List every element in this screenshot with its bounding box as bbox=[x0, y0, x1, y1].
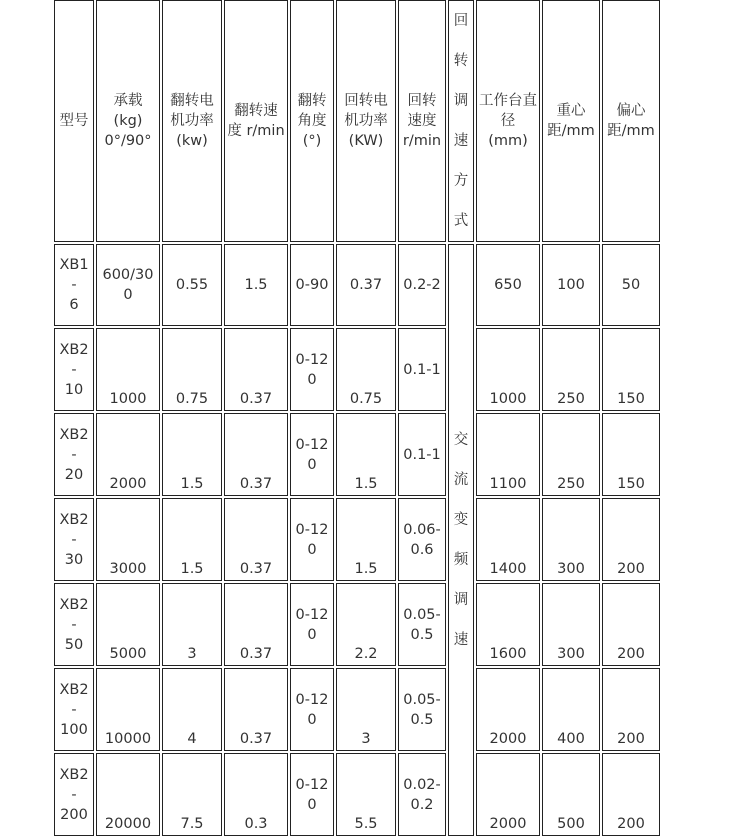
table-row bbox=[54, 668, 660, 751]
cell-rot-speed: 0.02- 0.2 bbox=[398, 753, 446, 836]
table-row bbox=[54, 244, 660, 326]
cell-tilt-power: 1.5 bbox=[162, 413, 222, 496]
cell-tilt-speed: 0.37 bbox=[224, 668, 288, 751]
cell-tilt-angle: 0-120 bbox=[290, 328, 334, 411]
cell-cg-dist: 400 bbox=[542, 668, 600, 751]
cell-rot-speed: 0.1-1 bbox=[398, 413, 446, 496]
table-row bbox=[54, 583, 660, 666]
cell-rot-speed: 0.05- 0.5 bbox=[398, 668, 446, 751]
cell-tilt-power: 7.5 bbox=[162, 753, 222, 836]
cell-rot-power: 1.5 bbox=[336, 498, 396, 581]
cell-table-dia: 1400 bbox=[476, 498, 540, 581]
spec-table bbox=[52, 0, 662, 838]
cell-table-dia: 2000 bbox=[476, 668, 540, 751]
cell-tilt-speed: 1.5 bbox=[224, 244, 288, 326]
cell-tilt-speed: 0.37 bbox=[224, 583, 288, 666]
header-load: 承载 (kg) 0°/90° bbox=[96, 0, 160, 242]
cell-table-dia: 650 bbox=[476, 244, 540, 326]
header-model: 型号 bbox=[54, 0, 94, 242]
cell-tilt-angle: 0-120 bbox=[290, 668, 334, 751]
cell-rot-speed: 0.2-2 bbox=[398, 244, 446, 326]
cell-table-dia: 1600 bbox=[476, 583, 540, 666]
cell-model: XB2- 100 bbox=[54, 668, 94, 751]
cell-tilt-speed: 0.3 bbox=[224, 753, 288, 836]
header-ecc-dist: 偏心 距/mm bbox=[602, 0, 660, 242]
cell-tilt-speed: 0.37 bbox=[224, 498, 288, 581]
cell-rot-power: 2.2 bbox=[336, 583, 396, 666]
header-table-dia: 工作台直 径 (mm) bbox=[476, 0, 540, 242]
cell-tilt-angle: 0-120 bbox=[290, 413, 334, 496]
cell-tilt-angle: 0-90 bbox=[290, 244, 334, 326]
cell-cg-dist: 250 bbox=[542, 328, 600, 411]
cell-cg-dist: 500 bbox=[542, 753, 600, 836]
cell-load: 3000 bbox=[96, 498, 160, 581]
cell-ecc-dist: 150 bbox=[602, 328, 660, 411]
cell-table-dia: 1100 bbox=[476, 413, 540, 496]
cell-rot-power: 5.5 bbox=[336, 753, 396, 836]
cell-rot-speed: 0.06- 0.6 bbox=[398, 498, 446, 581]
cell-load: 5000 bbox=[96, 583, 160, 666]
cell-model: XB2- 30 bbox=[54, 498, 94, 581]
cell-load: 1000 bbox=[96, 328, 160, 411]
cell-rot-power: 0.75 bbox=[336, 328, 396, 411]
cell-tilt-angle: 0-120 bbox=[290, 498, 334, 581]
table-row bbox=[54, 328, 660, 411]
cell-tilt-power: 1.5 bbox=[162, 498, 222, 581]
cell-model: XB1- 6 bbox=[54, 244, 94, 326]
cell-rot-power: 1.5 bbox=[336, 413, 396, 496]
cell-model: XB2- 10 bbox=[54, 328, 94, 411]
cell-tilt-angle: 0-120 bbox=[290, 753, 334, 836]
header-rot-speed: 回转 速度 r/min bbox=[398, 0, 446, 242]
cell-rot-speed: 0.05- 0.5 bbox=[398, 583, 446, 666]
cell-table-dia: 1000 bbox=[476, 328, 540, 411]
cell-cg-dist: 300 bbox=[542, 583, 600, 666]
table-row bbox=[54, 753, 660, 836]
cell-model: XB2- 50 bbox=[54, 583, 94, 666]
cell-ecc-dist: 200 bbox=[602, 583, 660, 666]
cell-cg-dist: 250 bbox=[542, 413, 600, 496]
cell-load: 600/300 bbox=[96, 244, 160, 326]
cell-ecc-dist: 200 bbox=[602, 498, 660, 581]
cell-rot-power: 0.37 bbox=[336, 244, 396, 326]
table-row bbox=[54, 498, 660, 581]
cell-model: XB2- 20 bbox=[54, 413, 94, 496]
cell-tilt-speed: 0.37 bbox=[224, 328, 288, 411]
cell-tilt-speed: 0.37 bbox=[224, 413, 288, 496]
header-tilt-speed: 翻转速 度 r/min bbox=[224, 0, 288, 242]
header-rot-power: 回转电 机功率 (KW) bbox=[336, 0, 396, 242]
cell-tilt-angle: 0-120 bbox=[290, 583, 334, 666]
cell-tilt-power: 3 bbox=[162, 583, 222, 666]
cell-tilt-power: 0.55 bbox=[162, 244, 222, 326]
cell-ecc-dist: 150 bbox=[602, 413, 660, 496]
cell-tilt-power: 4 bbox=[162, 668, 222, 751]
header-tilt-power: 翻转电 机功率 (kw) bbox=[162, 0, 222, 242]
cell-rot-power: 3 bbox=[336, 668, 396, 751]
cell-ecc-dist: 200 bbox=[602, 668, 660, 751]
cell-cg-dist: 300 bbox=[542, 498, 600, 581]
cell-rot-speed: 0.1-1 bbox=[398, 328, 446, 411]
cell-ecc-dist: 200 bbox=[602, 753, 660, 836]
header-cg-dist: 重心 距/mm bbox=[542, 0, 600, 242]
table-row bbox=[54, 413, 660, 496]
cell-load: 10000 bbox=[96, 668, 160, 751]
header-row bbox=[54, 0, 660, 242]
cell-ecc-dist: 50 bbox=[602, 244, 660, 326]
cell-table-dia: 2000 bbox=[476, 753, 540, 836]
cell-tilt-power: 0.75 bbox=[162, 328, 222, 411]
cell-load: 20000 bbox=[96, 753, 160, 836]
cell-model: XB2- 200 bbox=[54, 753, 94, 836]
header-rot-mode: 回转调速方式 bbox=[448, 0, 474, 242]
cell-rot-mode: 交流变频调速 bbox=[448, 244, 474, 836]
cell-load: 2000 bbox=[96, 413, 160, 496]
header-tilt-angle: 翻转 角度 (°) bbox=[290, 0, 334, 242]
cell-cg-dist: 100 bbox=[542, 244, 600, 326]
